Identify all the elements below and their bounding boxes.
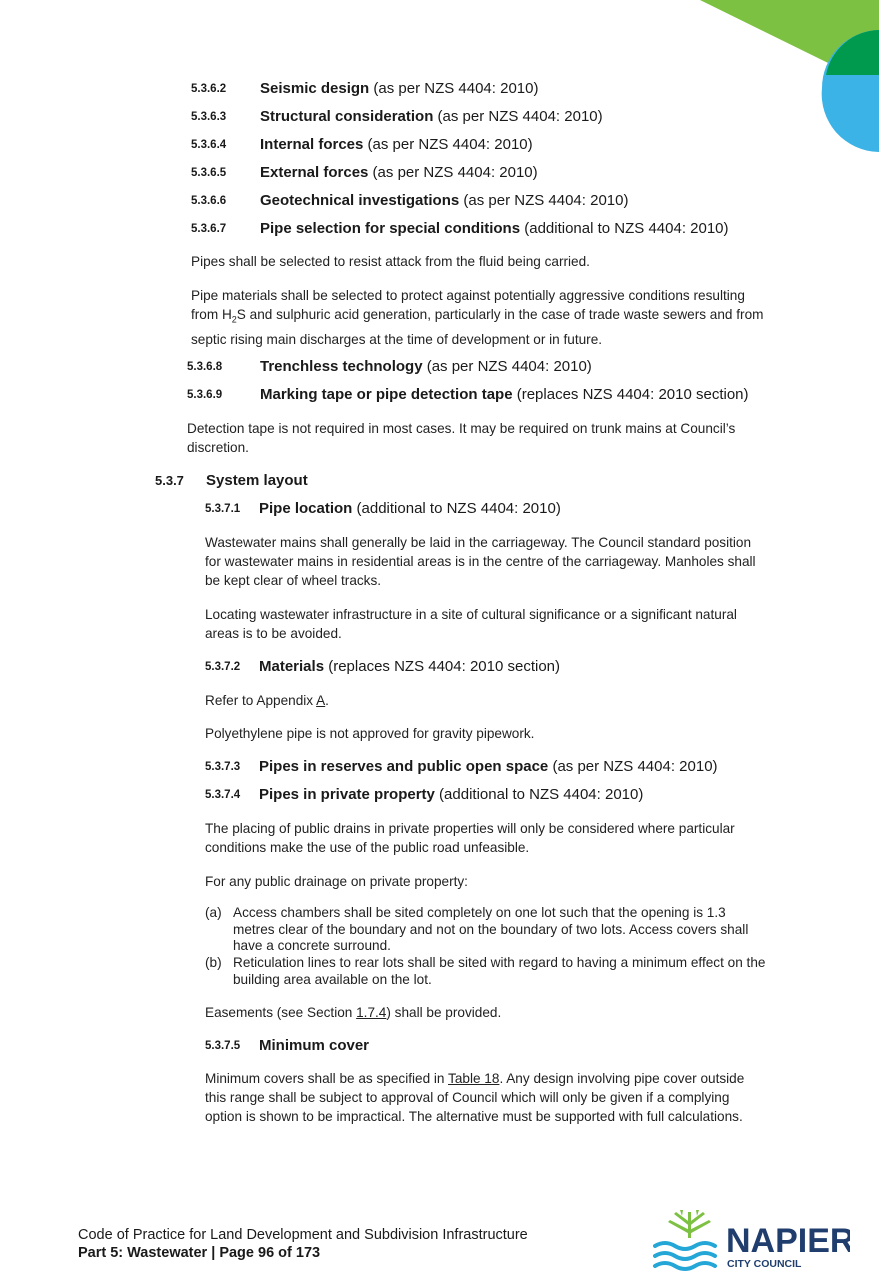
svg-text:CITY COUNCIL: CITY COUNCIL: [727, 1258, 802, 1270]
paragraph-public-drainage: For any public drainage on private property:: [205, 874, 468, 889]
table-18-link[interactable]: Table 18: [448, 1071, 500, 1086]
paragraph-cultural-significance: Locating wastewater infrastructure in a site of cultural significance or a significant natural areas is to be avoided.: [205, 607, 737, 641]
footer-page-info: Part 5: Wastewater | Page 96 of 173: [78, 1245, 321, 1261]
list-item: (b) Reticulation lines to rear lots shall be sited with regard to having a minimum effect on the building area available on the lot.: [205, 955, 766, 987]
section-1-7-4-link[interactable]: 1.7.4: [356, 1005, 387, 1020]
paragraph-easements: Easements (see Section 1.7.4) shall be provided.: [205, 1005, 502, 1020]
paragraph-refer-appendix: Refer to Appendix A.: [205, 693, 329, 708]
appendix-a-link[interactable]: A: [316, 693, 326, 708]
paragraph-polyethylene: Polyethylene pipe is not approved for gravity pipework.: [205, 726, 535, 741]
page-footer: [78, 1226, 528, 1262]
paragraph-fluid-attack: Pipes shall be selected to resist attack from the fluid being carried.: [191, 254, 590, 269]
napier-city-council-logo: [650, 1208, 850, 1274]
paragraph-detection-tape: Detection tape is not required in most cases. It may be required on trunk mains at Council’s discretion.: [187, 421, 736, 455]
paragraph-minimum-cover: Minimum covers shall be as specified in Table 18. Any design involving pipe cover outside this range shall be subject to approval of Council which will only be given if a complying option is shown to be impractical. The alternative must be supported with full calculations.: [205, 1071, 745, 1124]
paragraph-private-properties: The placing of public drains in private properties will only be considered where particular conditions make the use of the public road unfeasible.: [205, 821, 735, 855]
list-item: (a) Access chambers shall be sited completely on one lot such that the opening is 1.3 metres clear of the boundary and not on the boundary of two lots. Access covers shall have a concrete surround.: [205, 905, 749, 953]
paragraph-pipe-materials: Pipe materials shall be selected to protect against potentially aggressive conditions resulting from $H_2S$ and sulphuric acid generation, particularly in the case of trade waste sewers and from septic rising main discharges at the time of development or in future.: [191, 288, 764, 347]
svg-text:NAPIER: NAPIER: [726, 1222, 850, 1260]
paragraph-pipe-location: Wastewater mains shall generally be laid in the carriageway. The Council standard position for wastewater mains in residential areas is in the centre of the carriageway. Manholes shall be kept clear of wheel tracks.: [205, 535, 756, 588]
footer-document-title: Code of Practice for Land Development and Subdivision Infrastructure: [78, 1227, 528, 1243]
napier-emblem-icon: [650, 1208, 850, 1274]
